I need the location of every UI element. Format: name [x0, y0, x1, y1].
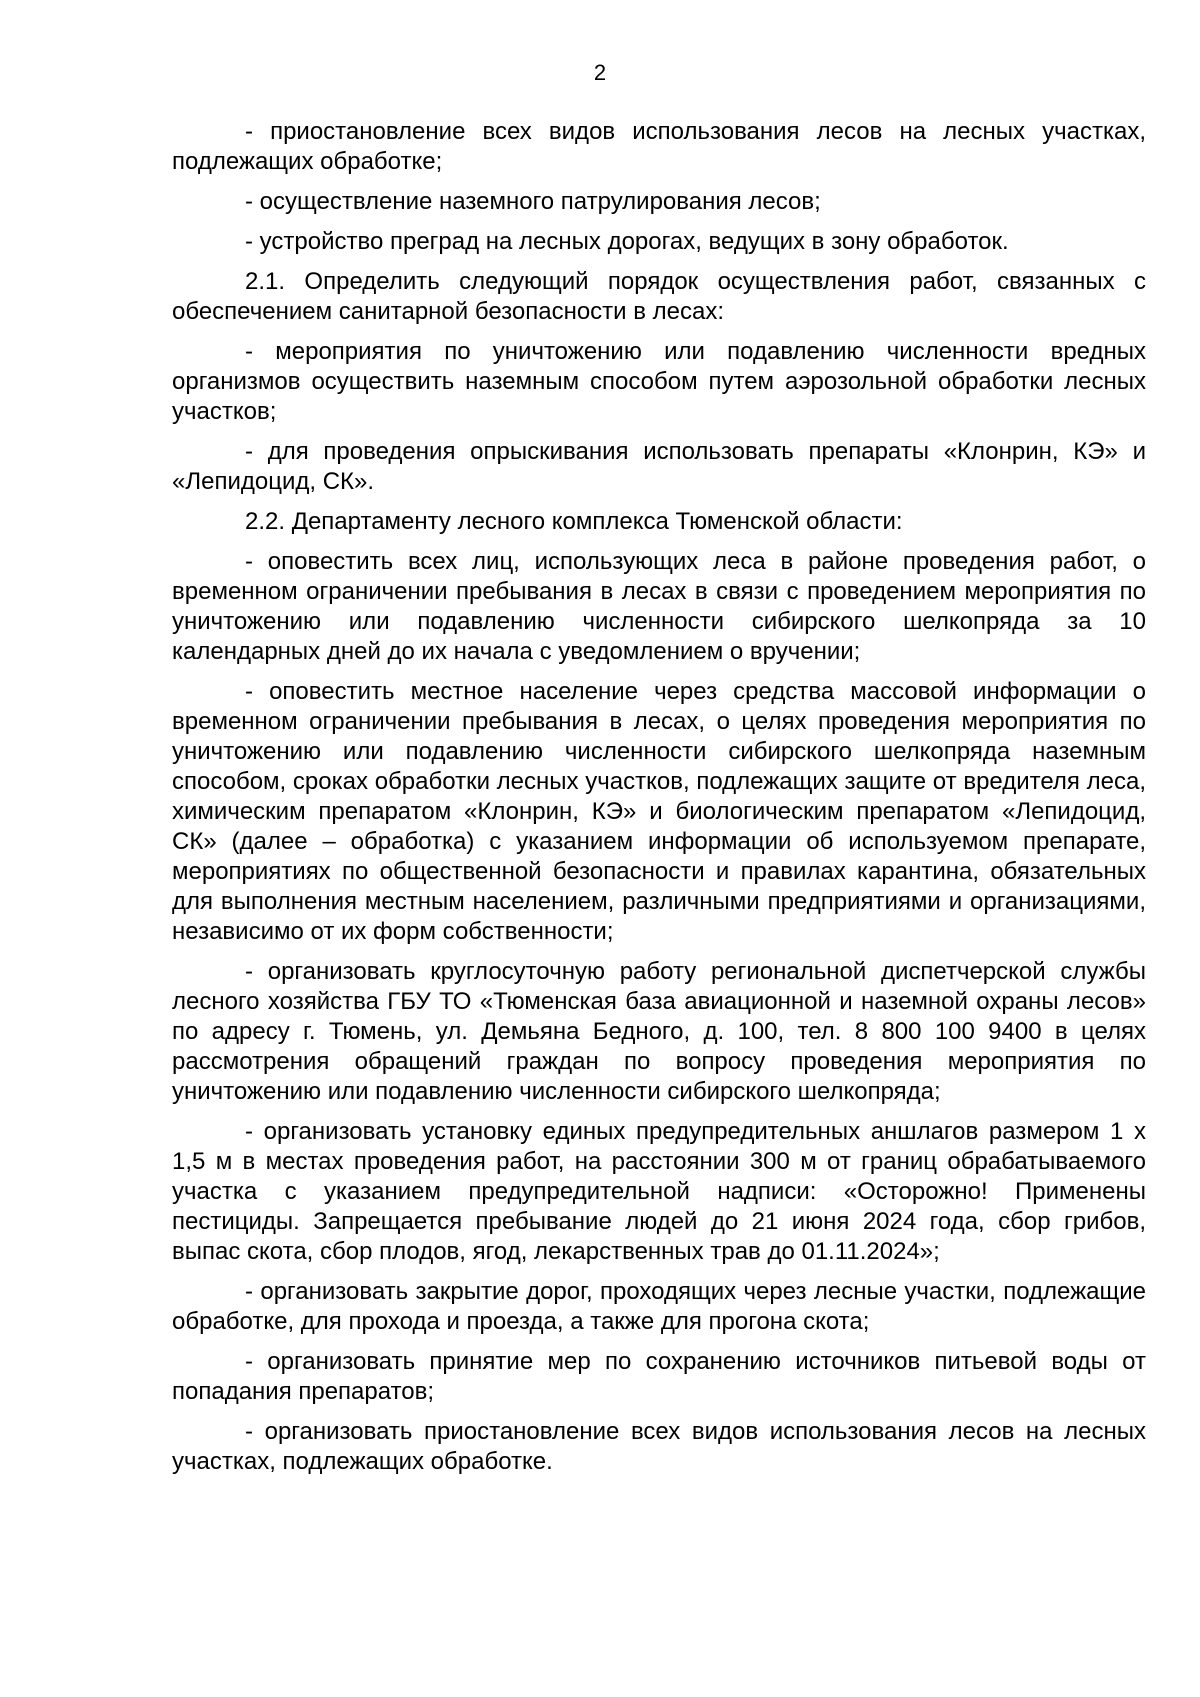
paragraph: 2.2. Департаменту лесного комплекса Тюменской области: — [245, 508, 903, 535]
document-body — [172, 117, 1146, 1487]
paragraph: - приостановление всех видов использования лесов на лесных участках, подлежащих обработке; — [172, 118, 1146, 175]
paragraph: - организовать закрытие дорог, проходящих через лесные участки, подлежащие обработке, для прохода и проезда, а также для прогона скота; — [172, 1278, 1146, 1335]
paragraph: - организовать принятие мер по сохранению источников питьевой воды от попадания препаратов; — [172, 1348, 1146, 1405]
paragraph: - организовать круглосуточную работу региональной диспетчерской службы лесного хозяйства ГБУ ТО «Тюменская база авиационной и наземной охраны лесов» по адресу г. Тюмень, ул. Демьяна Бедного, д. 100, тел. 8 800 100 9400 в целях рассмотрения обращений граждан по вопросу проведения мероприятия по уничтожению или подавлению численности сибирского шелкопряда; — [172, 958, 1146, 1105]
paragraph: - организовать установку единых предупредительных аншлагов размером 1 х 1,5 м в местах проведения работ, на расстоянии 300 м от границ обрабатываемого участка с указанием предупредительной надписи: «Осторожно! Применены пестициды. Запрещается пребывание людей до 21 июня 2024 года, сбор грибов, выпас скота, сбор плодов, ягод, лекарственных трав до 01.11.2024»; — [172, 1118, 1146, 1265]
paragraph: - устройство преград на лесных дорогах, ведущих в зону обработок. — [245, 228, 1009, 255]
paragraph: - мероприятия по уничтожению или подавлению численности вредных организмов осуществить наземным способом путем аэрозольной обработки лесных участков; — [172, 338, 1146, 425]
paragraph: - организовать приостановление всех видов использования лесов на лесных участках, подлежащих обработке. — [172, 1418, 1146, 1475]
paragraph: - осуществление наземного патрулирования лесов; — [245, 188, 821, 215]
paragraph: - оповестить всех лиц, использующих леса в районе проведения работ, о временном ограничении пребывания в лесах в связи с проведением мероприятия по уничтожению или подавлению численности сибирского шелкопряда за 10 календарных дней до их начала с уведомлением о вручении; — [172, 548, 1146, 665]
paragraph: - для проведения опрыскивания использовать препараты «Клонрин, КЭ» и «Лепидоцид, СК». — [172, 438, 1146, 495]
page-number: 2 — [593, 60, 607, 85]
paragraph: - оповестить местное население через средства массовой информации о временном ограничении пребывания в лесах, о целях проведения мероприятия по уничтожению или подавлению численности сибирского шелкопряда наземным способом, сроках обработки лесных участков, подлежащих защите от вредителя леса, химическим препаратом «Клонрин, КЭ» и биологическим препаратом «Лепидоцид, СК» (далее – обработка) с указанием информации об используемом препарате, мероприятиях по общественной безопасности и правилах карантина, обязательных для выполнения местным населением, различными предприятиями и организациями, независимо от их форм собственности; — [172, 678, 1146, 945]
paragraph: 2.1. Определить следующий порядок осуществления работ, связанных с обеспечением санитарной безопасности в лесах: — [172, 268, 1146, 325]
